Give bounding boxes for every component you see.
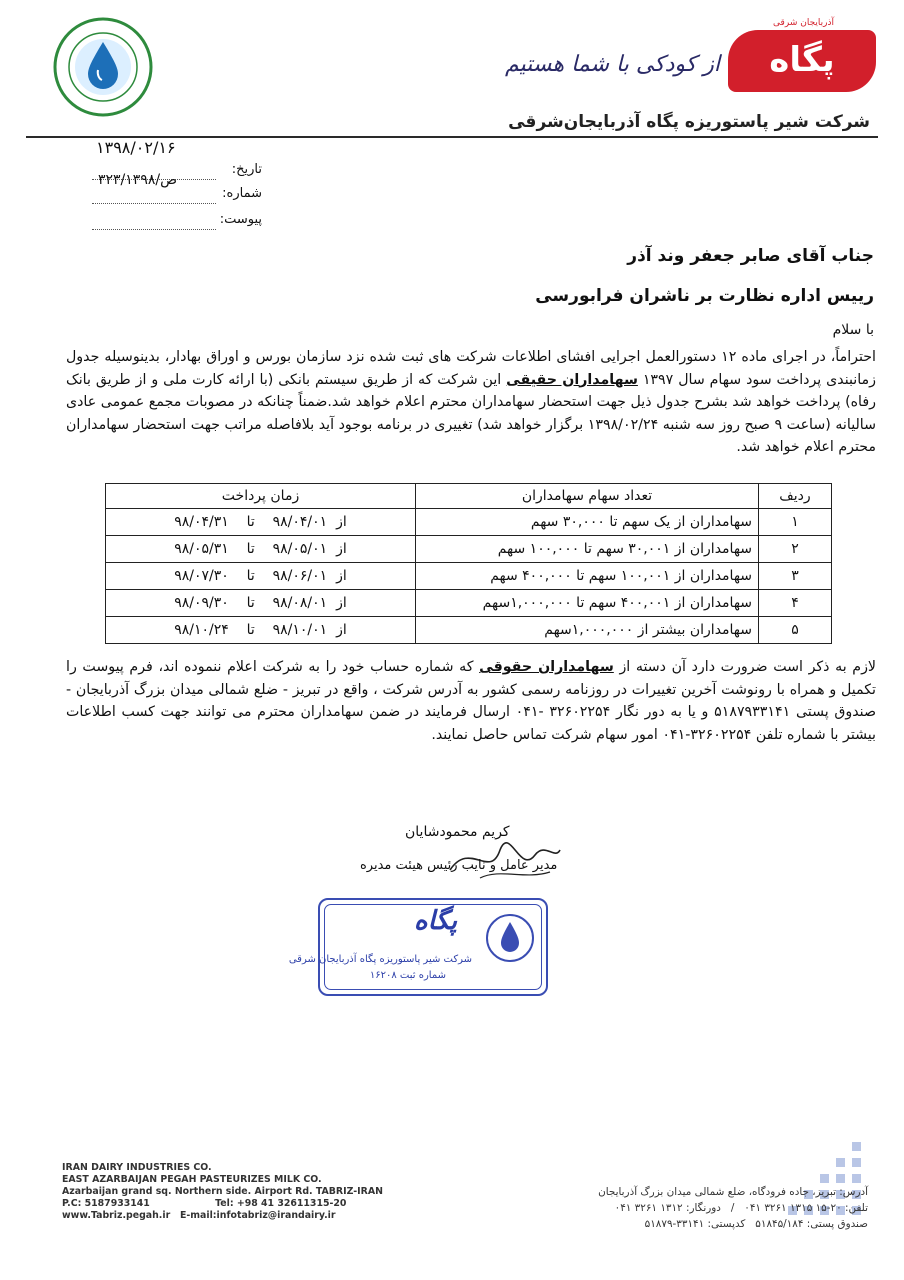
row-number: ۳ (759, 563, 832, 590)
body-part2: این شرکت که از طریق سیستم بانکی (با ارائه کارت ملی و از طریق بانک رفاه) پرداخت خواهد شد بشرح جدول ذیل جهت استحضار سهامداران محترم اعلام خواهد شد.ضمناً چنانکه در مصوبات مجمع عمومی عادی سالیانه (ساعت ۹ صبح روز سه شنبه ۱۳۹۸/۰۲/۲۴ برگزار خواهد شد) تغییری در برنامه بوجود آید بلافاصله مراتب جهت استحضار سهامداران محترم اعلام خواهد شد. (66, 371, 877, 456)
payment-period (106, 509, 416, 536)
number-field (92, 172, 262, 208)
footer-fa-line: صندوق پستی: ۵۱۸۴۵/۱۸۴ کدپستی: ۳۳۱۴۱-۵۱۸۷۹ (644, 1218, 868, 1230)
payment-period (106, 536, 416, 563)
header-payment-time: زمان پرداخت (106, 484, 416, 509)
note-part1: لازم به ذکر است ضرورت دارد آن دسته از (619, 659, 877, 675)
attachment-label: پیوست: (219, 212, 262, 227)
note-highlight: سهامداران حقوقی (479, 659, 614, 675)
attachment-field (92, 212, 262, 234)
payment-schedule-table (105, 483, 832, 644)
brand-slogan: از کودکی با شما هستیم (505, 52, 720, 77)
from-label: از (336, 595, 347, 611)
pegah-brand (505, 18, 876, 92)
addressee-name: جناب آقای صابر جعفر وند آذر (627, 246, 874, 266)
from-date: ۹۸/۱۰/۰۱ (272, 622, 328, 638)
to-label: تا (246, 595, 255, 611)
from-label: از (336, 541, 347, 557)
signer-name: کریم محمودشایان (405, 824, 510, 840)
from-date: ۹۸/۰۴/۰۱ (272, 514, 328, 530)
table-row (106, 563, 832, 590)
to-date: ۹۸/۰۵/۳۱ (174, 541, 229, 557)
row-number: ۲ (759, 536, 832, 563)
iran-dairy-logo (52, 16, 154, 118)
from-label: از (336, 622, 347, 638)
footer-en-line: P.C: 5187933141 Tel: +98 41 32611315-20 (62, 1198, 347, 1209)
footer-en-line: EAST AZARBAIJAN PEGAH PASTEURIZES MILK CO. (62, 1174, 322, 1185)
body-highlight: سهامداران حقیقی (506, 371, 638, 388)
signer-title: مدیر عامل و نایب رئیس هیئت مدیره (360, 858, 558, 873)
to-label: تا (246, 568, 255, 584)
footer-en-line: Azarbaijan grand sq. Northern side. Airport Rd. TABRIZ-IRAN (62, 1186, 383, 1197)
date-label: تاریخ: (231, 162, 262, 177)
share-range: سهامداران از ۱۰۰,۰۰۱ سهم تا ۴۰۰,۰۰۰ سهم (416, 563, 759, 590)
stamp-company: شرکت شیر پاستوریزه پگاه آذربایجان شرقی (288, 954, 472, 965)
stamp-emblem-icon (484, 912, 536, 964)
to-label: تا (246, 622, 255, 638)
company-stamp (288, 898, 548, 996)
footer-fa-line: تلفن: ۲۰-۱۵ ۱۳۱۵ ۳۲۶۱ ۰۴۱ / دورنگار: ۱۳۱۲ ۳۲۶۱ ۰۴۱ (614, 1202, 868, 1214)
addressee-title: رییس اداره نظارت بر ناشران فرابورسی (535, 286, 874, 306)
stamp-registration: شماره ثبت ۱۶۲۰۸ (369, 970, 446, 981)
to-date: ۹۸/۰۴/۳۱ (174, 514, 229, 530)
payment-period (106, 563, 416, 590)
note-part2: که شماره حساب خود را به شرکت اعلام ننموده اند، فرم پیوست را تکمیل و همراه با رونوشت آخرین تغییرات در روزنامه رسمی کشور به آدرس شرکت ، واقع در تبریز - ضلع شمالی میدان بزرگ آذربایجان - صندوق پستی ۵۱۸۷۹۳۳۱۴۱ و یا به دور نگار ۳۲۶۰۲۲۵۴ -۰۴۱ ارسال فرمایند در ضمن سهامداران محترم می توانند جهت کسب اطلاعات بیشتر با شماره تلفن ۳۲۶۰۲۲۵۴-۰۴۱ امور سهام شرکت تماس حاصل نمایند. (66, 659, 876, 743)
header-row-number: ردیف (759, 484, 832, 509)
share-range: سهامداران بیشتر از ۱,۰۰۰,۰۰۰سهم (416, 617, 759, 644)
payment-period (106, 617, 416, 644)
row-number: ۴ (759, 590, 832, 617)
brand-logo: پگاه (728, 30, 876, 92)
salutation: با سلام (832, 322, 874, 338)
share-range: سهامداران از ۴۰۰,۰۰۱ سهم تا ۱,۰۰۰,۰۰۰سهم (416, 590, 759, 617)
payment-period (106, 590, 416, 617)
row-number: ۱ (759, 509, 832, 536)
header-share-count: تعداد سهام سهامداران (416, 484, 759, 509)
number-line (92, 203, 216, 204)
to-date: ۹۸/۱۰/۲۴ (174, 622, 229, 638)
number-value: ۳۲۳/ص/۱۳۹۸ (98, 172, 178, 188)
footer-en-line: www.Tabriz.pegah.ir E-mail:infotabriz@irandairy.ir (62, 1210, 336, 1221)
number-label: شماره: (222, 186, 262, 201)
from-label: از (336, 568, 347, 584)
brand-sub: آذربایجان شرقی (773, 18, 834, 28)
footer-en-line: IRAN DAIRY INDUSTRIES CO. (62, 1162, 212, 1173)
to-label: تا (246, 541, 255, 557)
table-header-row (106, 484, 832, 509)
to-date: ۹۸/۰۷/۳۰ (174, 568, 229, 584)
from-label: از (336, 514, 347, 530)
to-date: ۹۸/۰۹/۳۰ (174, 595, 229, 611)
body-paragraph (66, 346, 876, 459)
share-range: سهامداران از ۳۰,۰۰۱ سهم تا ۱۰۰,۰۰۰ سهم (416, 536, 759, 563)
table-row (106, 590, 832, 617)
table-row (106, 509, 832, 536)
attachment-line (92, 229, 216, 230)
company-name: شرکت شیر پاستوریزه پگاه آذربایجان‌شرقی (508, 112, 870, 132)
from-date: ۹۸/۰۶/۰۱ (272, 568, 328, 584)
table-row (106, 536, 832, 563)
footer-fa-line: آدرس: تبریز، جاده فرودگاه، ضلع شمالی میدان بزرگ آذربایجان (598, 1186, 868, 1198)
from-date: ۹۸/۰۵/۰۱ (272, 541, 328, 557)
table-row (106, 617, 832, 644)
row-number: ۵ (759, 617, 832, 644)
date-value: ۱۳۹۸/۰۲/۱۶ (96, 138, 176, 157)
to-label: تا (246, 514, 255, 530)
stamp-logo: پگاه (414, 906, 458, 936)
from-date: ۹۸/۰۸/۰۱ (272, 595, 328, 611)
body-part1: احتراماً، در اجرای ماده ۱۲ دستورالعمل اجرایی افشای اطلاعات شرکت های ثبت شده نزد سازمان بورس و اوراق بهادار، بدینوسیله جدول زمانبندی پرداخت سود سهام سال ۱۳۹۷ (66, 349, 876, 388)
share-range: سهامداران از یک سهم تا ۳۰,۰۰۰ سهم (416, 509, 759, 536)
note-paragraph (66, 656, 876, 746)
